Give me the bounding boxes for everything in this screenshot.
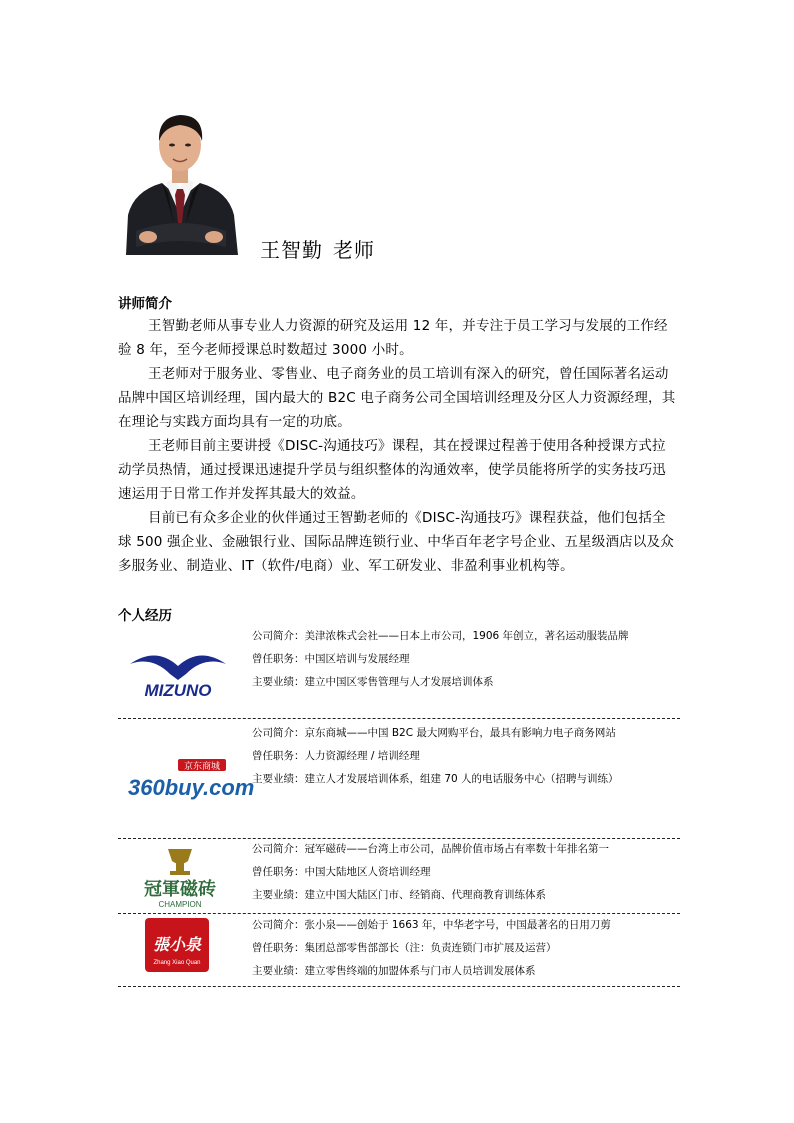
teacher-name-line xyxy=(260,234,385,263)
experience-item-champion xyxy=(118,839,680,914)
experience-item-360buy xyxy=(118,719,680,839)
zxq-logo-text: 張小泉 xyxy=(152,935,202,954)
mizuno-logo xyxy=(126,644,230,704)
teacher-title: 老师 xyxy=(333,238,375,262)
intro-paragraph-1: 王智勤老师从事专业人力资源的研究及运用 12 年，并专注于员工学习与发展的工作经验 8 年，至今老师授课总时数超过 3000 小时。 xyxy=(118,318,668,358)
achievement: 主要业绩：建立人才发展培训体系，组建 70 人的电话服务中心（招聘与训练） xyxy=(252,773,619,785)
achievement: 主要业绩：建立零售终端的加盟体系与门市人员培训发展体系 xyxy=(252,965,536,977)
company-intro: 公司简介：冠军磁砖——台湾上市公司，品牌价值市场占有率数十年排名第一 xyxy=(252,843,609,855)
company-intro: 公司简介：京东商城——中国 B2C 最大网购平台，最具有影响力电子商务网站 xyxy=(252,727,616,739)
mizuno-logo-text: MIZUNO xyxy=(144,681,212,700)
teacher-name: 王智勤 xyxy=(260,238,323,262)
position: 曾任职务：中国区培训与发展经理 xyxy=(252,653,410,665)
achievement: 主要业绩：建立中国区零售管理与人才发展培训体系 xyxy=(252,676,494,688)
zxq-logo-sub: Zhang Xiao Quan xyxy=(153,960,201,966)
360buy-logo xyxy=(126,757,255,809)
position: 曾任职务：中国大陆地区人资培训经理 xyxy=(252,866,431,878)
company-intro: 公司简介：美津浓株式会社——日本上市公司，1906 年创立，著名运动服装品牌 xyxy=(252,630,629,642)
experience-item-zhangxiaoquan xyxy=(118,914,680,987)
champion-logo xyxy=(130,845,230,913)
360buy-logo-text: 360buy.com xyxy=(128,775,255,800)
champion-logo-sub: CHAMPION xyxy=(158,900,202,909)
intro-paragraph-4: 目前已有众多企业的伙伴通过王智勤老师的《DISC-沟通技巧》课程获益，他们包括全球 500 强企业、金融银行业、国际品牌连锁行业、中华百年老字号企业、五星级酒店以及众多服务业、制造业、IT（软件/电商）业、军工研发业、非盈利事业机构等。 xyxy=(118,510,674,574)
zhangxiaoquan-logo xyxy=(142,916,212,980)
achievement: 主要业绩：建立中国大陆区门市、经销商、代理商教育训练体系 xyxy=(252,889,546,901)
intro-paragraph-2: 王老师对于服务业、零售业、电子商务业的员工培训有深入的研究，曾任国际著名运动品牌中国区培训经理，国内最大的 B2C 电子商务公司全国培训经理及分区人力资源经理，其在理论与实践方面均具有一定的功底。 xyxy=(118,366,676,430)
position: 曾任职务：集团总部零售部部长（注：负责连锁门市扩展及运营） xyxy=(252,942,557,954)
360buy-logo-sub: 京东商城 xyxy=(183,762,221,772)
intro-heading: 讲师简介 xyxy=(118,296,172,312)
position: 曾任职务：人力资源经理 / 培训经理 xyxy=(252,750,420,762)
experience-item-mizuno xyxy=(118,626,680,719)
intro-paragraph-3: 王老师目前主要讲授《DISC-沟通技巧》课程，其在授课过程善于使用各种授课方式拉动学员热情，通过授课迅速提升学员与组织整体的沟通效率，使学员能将所学的实务技巧迅速运用于日常工作并发挥其最大的效益。 xyxy=(118,438,666,502)
company-intro: 公司简介：张小泉——创始于 1663 年，中华老字号，中国最著名的日用刀剪 xyxy=(252,919,611,931)
teacher-portrait xyxy=(118,103,244,255)
portrait-image xyxy=(118,103,244,255)
champion-logo-text: 冠軍磁砖 xyxy=(144,879,216,900)
experience-heading: 个人经历 xyxy=(118,608,172,624)
